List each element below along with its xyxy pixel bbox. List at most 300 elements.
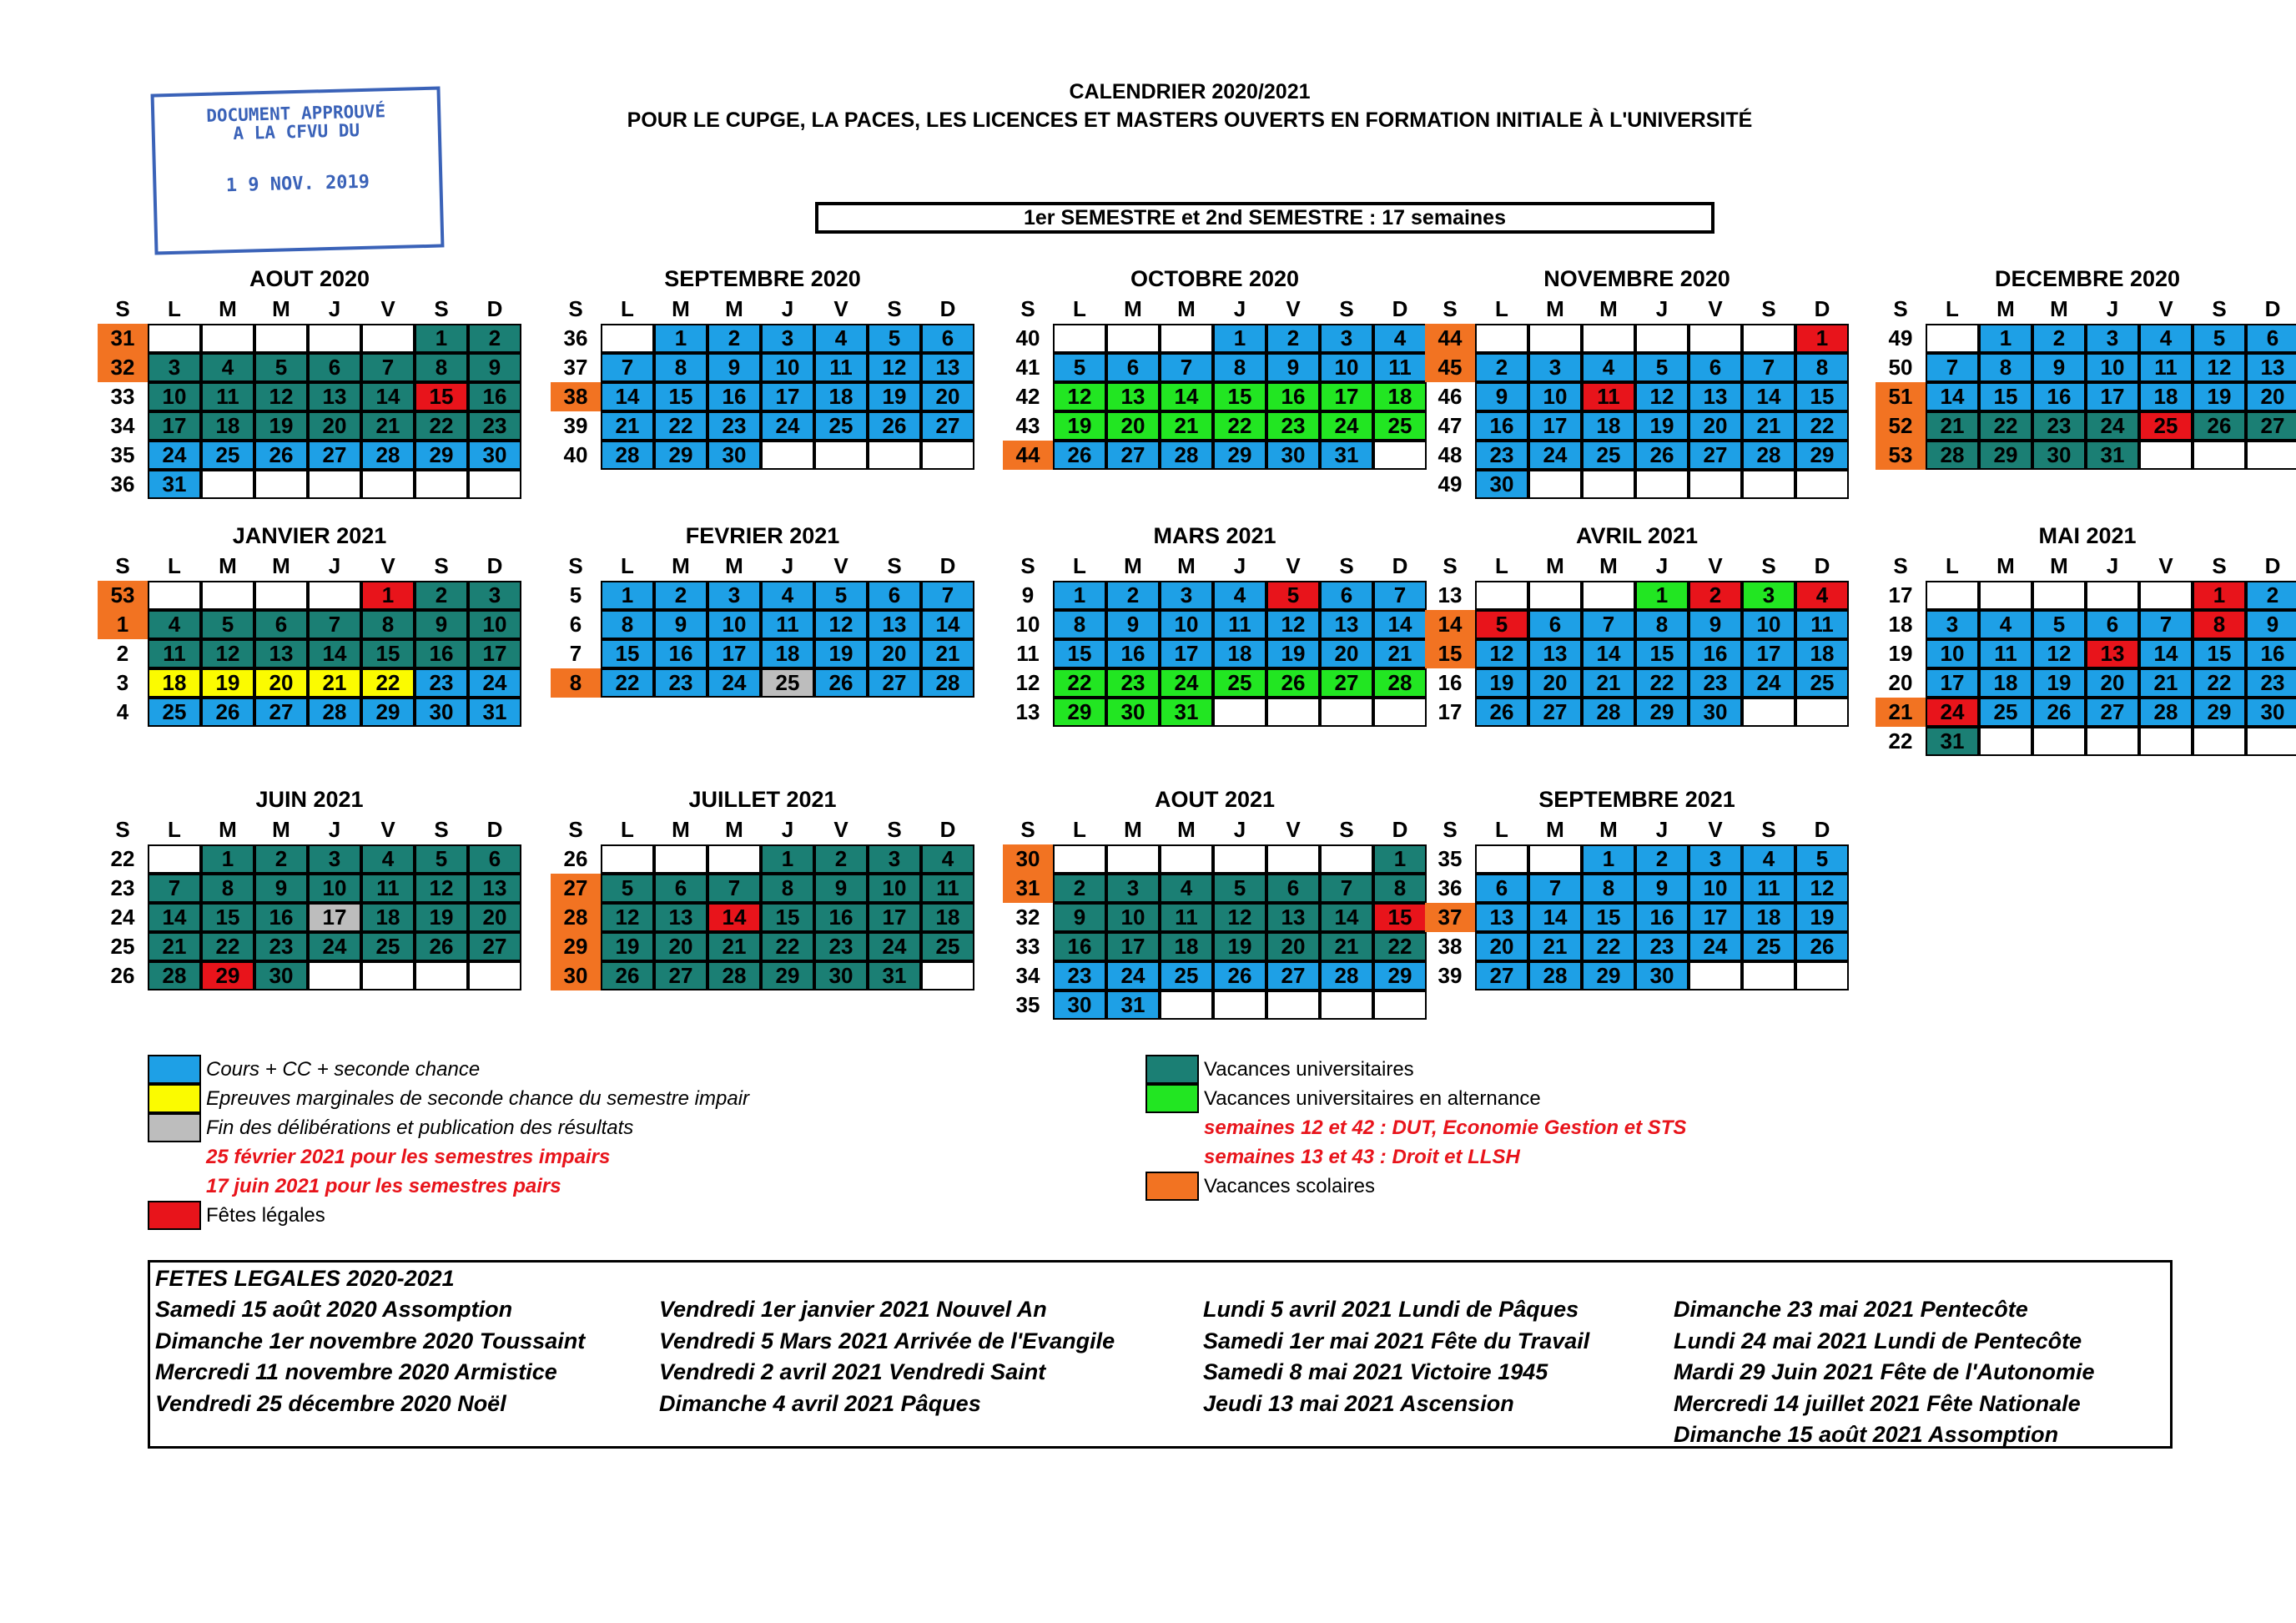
day-cell: [468, 470, 521, 499]
day-cell: 22: [761, 932, 814, 961]
day-cell: [814, 441, 868, 470]
day-cell: 29: [415, 441, 468, 470]
week-number: 38: [551, 382, 601, 411]
day-cell: 19: [1266, 639, 1320, 668]
day-cell: 10: [1106, 903, 1160, 932]
weekday-header: J: [781, 817, 794, 842]
day-cell: 10: [148, 382, 201, 411]
day-cell: 9: [1266, 353, 1320, 382]
week-header: S: [1020, 296, 1035, 321]
weekday-header: S: [1339, 817, 1354, 842]
day-cell: [361, 961, 415, 990]
day-cell: 6: [654, 874, 707, 903]
day-cell: 24: [308, 932, 361, 961]
weekday-header: L: [1073, 553, 1086, 578]
day-cell: 21: [1528, 932, 1582, 961]
day-cell: 6: [1266, 874, 1320, 903]
day-cell: 26: [254, 441, 308, 470]
day-cell: [1106, 324, 1160, 353]
day-cell: 13: [1106, 382, 1160, 411]
week-number: 18: [1888, 612, 1913, 637]
day-cell: [1742, 470, 1795, 499]
day-cell: 14: [1528, 903, 1582, 932]
day-cell: 16: [1266, 382, 1320, 411]
day-cell: 5: [601, 874, 654, 903]
legend-swatch-vacances-univ: [1145, 1055, 1199, 1084]
day-cell: 22: [1373, 932, 1427, 961]
weekday-header: M: [272, 296, 290, 321]
day-cell: 19: [415, 903, 468, 932]
day-cell: [1528, 581, 1582, 610]
day-cell: [2086, 581, 2139, 610]
day-cell: 31: [1160, 698, 1213, 727]
week-number: 23: [110, 875, 135, 900]
weekday-header: M: [2050, 553, 2068, 578]
day-cell: [1053, 324, 1106, 353]
day-cell: 2: [814, 844, 868, 874]
day-cell: 23: [707, 411, 761, 441]
day-cell: 18: [921, 903, 974, 932]
weekday-header: M: [672, 553, 690, 578]
weekday-header: L: [1073, 296, 1086, 321]
day-cell: 14: [707, 903, 761, 932]
day-cell: 13: [1475, 903, 1528, 932]
day-cell: 6: [308, 353, 361, 382]
week-number: 20: [1888, 670, 1913, 695]
day-cell: 8: [1213, 353, 1266, 382]
day-cell: [1582, 324, 1635, 353]
fetes-legales-title: FETES LEGALES 2020-2021: [155, 1266, 455, 1291]
weekday-header: L: [621, 296, 634, 321]
day-cell: 17: [468, 639, 521, 668]
weekday-header: J: [781, 296, 794, 321]
day-cell: 1: [1979, 324, 2032, 353]
week-number: 37: [1425, 903, 1475, 932]
week-header: S: [115, 553, 130, 578]
weekday-header: D: [1392, 296, 1408, 321]
day-cell: 17: [707, 639, 761, 668]
day-cell: 16: [254, 903, 308, 932]
day-cell: 26: [1635, 441, 1689, 470]
day-cell: [1213, 844, 1266, 874]
fete-item: Samedi 15 août 2020 Assomption: [155, 1297, 513, 1322]
week-number: 16: [1438, 670, 1463, 695]
day-cell: 1: [1213, 324, 1266, 353]
fetes-column-2: [659, 1294, 1115, 1419]
weekday-header: L: [1495, 553, 1508, 578]
day-cell: 12: [1635, 382, 1689, 411]
day-cell: 23: [2246, 668, 2296, 698]
day-cell: 18: [201, 411, 254, 441]
weekday-header: J: [1233, 817, 1246, 842]
day-cell: 19: [868, 382, 921, 411]
day-cell: 7: [1926, 353, 1979, 382]
week-number: 22: [1888, 728, 1913, 754]
week-number: 46: [1438, 384, 1463, 409]
day-cell: 3: [868, 844, 921, 874]
day-cell: [1373, 990, 1427, 1020]
day-cell: 21: [2139, 668, 2193, 698]
week-number: 19: [1888, 641, 1913, 666]
day-cell: 27: [308, 441, 361, 470]
day-cell: [1689, 470, 1742, 499]
weekday-header: L: [168, 817, 181, 842]
day-cell: 4: [148, 610, 201, 639]
week-number: 36: [110, 471, 135, 496]
day-cell: [2246, 441, 2296, 470]
day-cell: 9: [814, 874, 868, 903]
day-cell: 21: [1582, 668, 1635, 698]
day-cell: 2: [2032, 324, 2086, 353]
day-cell: [2193, 441, 2246, 470]
week-number: 31: [1003, 874, 1053, 903]
day-cell: 12: [1475, 639, 1528, 668]
day-cell: 23: [254, 932, 308, 961]
day-cell: 14: [1742, 382, 1795, 411]
day-cell: 28: [1742, 441, 1795, 470]
day-cell: 27: [921, 411, 974, 441]
day-cell: 25: [761, 668, 814, 698]
day-cell: [1106, 844, 1160, 874]
day-cell: 29: [2193, 698, 2246, 727]
day-cell: 22: [2193, 668, 2246, 698]
week-number: 24: [110, 905, 135, 930]
day-cell: 14: [1160, 382, 1213, 411]
day-cell: 23: [1053, 961, 1106, 990]
weekday-header: S: [1761, 553, 1776, 578]
legend-swatch-epreuves: [148, 1084, 201, 1113]
day-cell: 5: [1475, 610, 1528, 639]
day-cell: 7: [707, 874, 761, 903]
day-cell: 1: [415, 324, 468, 353]
day-cell: 20: [468, 903, 521, 932]
day-cell: 4: [361, 844, 415, 874]
day-cell: 3: [1106, 874, 1160, 903]
week-number: 36: [563, 325, 588, 350]
weekday-header: M: [725, 296, 743, 321]
day-cell: 30: [468, 441, 521, 470]
day-cell: 8: [1635, 610, 1689, 639]
day-cell: 30: [254, 961, 308, 990]
day-cell: 24: [868, 932, 921, 961]
weekday-header: D: [1814, 817, 1830, 842]
day-cell: 10: [2086, 353, 2139, 382]
day-cell: [1979, 581, 2032, 610]
day-cell: 19: [201, 668, 254, 698]
week-number: 50: [1888, 355, 1913, 380]
day-cell: 24: [148, 441, 201, 470]
day-cell: [1266, 698, 1320, 727]
day-cell: 13: [1689, 382, 1742, 411]
day-cell: 1: [2193, 581, 2246, 610]
day-cell: 5: [2032, 610, 2086, 639]
day-cell: 13: [308, 382, 361, 411]
day-cell: [707, 844, 761, 874]
day-cell: 20: [1528, 668, 1582, 698]
day-cell: 12: [1213, 903, 1266, 932]
day-cell: 25: [201, 441, 254, 470]
weekday-header: M: [1124, 553, 1142, 578]
week-number: 48: [1438, 442, 1463, 467]
day-cell: 7: [1320, 874, 1373, 903]
day-cell: 11: [1795, 610, 1849, 639]
day-cell: 14: [1926, 382, 1979, 411]
day-cell: [1582, 470, 1635, 499]
weekday-header: M: [2050, 296, 2068, 321]
day-cell: [308, 324, 361, 353]
day-cell: 5: [1635, 353, 1689, 382]
day-cell: 16: [654, 639, 707, 668]
fete-item: Vendredi 1er janvier 2021 Nouvel An: [659, 1297, 1047, 1322]
weekday-header: D: [1814, 296, 1830, 321]
week-header: S: [568, 296, 583, 321]
day-cell: [761, 441, 814, 470]
day-cell: 14: [601, 382, 654, 411]
day-cell: 17: [761, 382, 814, 411]
day-cell: 12: [1053, 382, 1106, 411]
week-number: 34: [110, 413, 135, 438]
weekday-header: M: [672, 296, 690, 321]
fete-item: Mercredi 14 juillet 2021 Fête Nationale: [1674, 1390, 2081, 1416]
day-cell: 26: [1053, 441, 1106, 470]
day-cell: 17: [148, 411, 201, 441]
day-cell: 20: [1320, 639, 1373, 668]
day-cell: 2: [415, 581, 468, 610]
week-number: 3: [116, 670, 129, 695]
day-cell: 9: [654, 610, 707, 639]
day-cell: 11: [921, 874, 974, 903]
day-cell: 6: [2086, 610, 2139, 639]
week-number: 32: [1015, 905, 1040, 930]
week-number: 44: [1425, 324, 1475, 353]
day-cell: 16: [415, 639, 468, 668]
day-cell: 21: [921, 639, 974, 668]
day-cell: 5: [254, 353, 308, 382]
day-cell: 19: [2193, 382, 2246, 411]
day-cell: 7: [1160, 353, 1213, 382]
fetes-column-4: [1674, 1294, 2095, 1451]
day-cell: [1213, 698, 1266, 727]
day-cell: 1: [654, 324, 707, 353]
day-cell: [361, 324, 415, 353]
week-number: 51: [1876, 382, 1926, 411]
day-cell: 7: [361, 353, 415, 382]
legend-label-deliberations: Fin des délibérations et publication des résultats: [206, 1116, 634, 1139]
weekday-header: M: [272, 817, 290, 842]
day-cell: 24: [1742, 668, 1795, 698]
weekday-header: V: [1286, 553, 1301, 578]
day-cell: [1635, 324, 1689, 353]
weekday-header: J: [1655, 817, 1669, 842]
day-cell: 18: [1213, 639, 1266, 668]
weekday-header: V: [1286, 296, 1301, 321]
day-cell: 1: [201, 844, 254, 874]
weekday-header: L: [168, 553, 181, 578]
day-cell: 26: [201, 698, 254, 727]
day-cell: 27: [468, 932, 521, 961]
fetes-legales-box: [148, 1260, 2173, 1449]
week-number: 33: [110, 384, 135, 409]
day-cell: 11: [1582, 382, 1635, 411]
day-cell: 10: [1689, 874, 1742, 903]
week-header: S: [115, 817, 130, 842]
day-cell: [1160, 324, 1213, 353]
weekday-header: M: [1124, 296, 1142, 321]
day-cell: 7: [2139, 610, 2193, 639]
day-cell: 6: [868, 581, 921, 610]
week-number: 15: [1425, 639, 1475, 668]
week-number: 31: [98, 324, 148, 353]
day-cell: 7: [1528, 874, 1582, 903]
day-cell: 24: [468, 668, 521, 698]
day-cell: 13: [2246, 353, 2296, 382]
day-cell: 12: [415, 874, 468, 903]
day-cell: 15: [2193, 639, 2246, 668]
day-cell: 4: [921, 844, 974, 874]
day-cell: 13: [654, 903, 707, 932]
day-cell: [1926, 581, 1979, 610]
day-cell: 27: [1106, 441, 1160, 470]
weekday-header: V: [1286, 817, 1301, 842]
weekday-header: M: [1177, 817, 1196, 842]
day-cell: 29: [761, 961, 814, 990]
week-number: 30: [551, 961, 601, 990]
day-cell: 2: [1635, 844, 1689, 874]
day-cell: [201, 581, 254, 610]
day-cell: 21: [1373, 639, 1427, 668]
day-cell: [308, 961, 361, 990]
day-cell: 21: [1160, 411, 1213, 441]
weekday-header: J: [328, 553, 341, 578]
page-subtitle: POUR LE CUPGE, LA PACES, LES LICENCES ET MASTERS OUVERTS EN FORMATION INITIALE À L'UNIVERSITÉ: [627, 108, 1753, 132]
day-cell: 19: [814, 639, 868, 668]
day-cell: 7: [1373, 581, 1427, 610]
day-cell: 8: [2193, 610, 2246, 639]
week-number: 26: [563, 846, 588, 871]
fete-item: Vendredi 5 Mars 2021 Arrivée de l'Evangile: [659, 1328, 1115, 1353]
day-cell: 9: [1106, 610, 1160, 639]
weekday-header: D: [486, 296, 503, 321]
weekday-header: D: [2264, 296, 2281, 321]
day-cell: 24: [761, 411, 814, 441]
day-cell: 12: [1795, 874, 1849, 903]
day-cell: 26: [2193, 411, 2246, 441]
day-cell: 1: [1795, 324, 1849, 353]
day-cell: 3: [468, 581, 521, 610]
day-cell: 20: [1475, 932, 1528, 961]
day-cell: 7: [601, 353, 654, 382]
week-number: 28: [551, 903, 601, 932]
day-cell: 25: [1979, 698, 2032, 727]
day-cell: 30: [2246, 698, 2296, 727]
day-cell: 13: [2086, 639, 2139, 668]
weekday-header: M: [672, 817, 690, 842]
day-cell: 19: [601, 932, 654, 961]
day-cell: 15: [415, 382, 468, 411]
weekday-header: M: [1124, 817, 1142, 842]
weekday-header: J: [1233, 553, 1246, 578]
week-number: 7: [569, 641, 582, 666]
weekday-header: L: [1946, 296, 1959, 321]
day-cell: 1: [1635, 581, 1689, 610]
day-cell: [201, 324, 254, 353]
day-cell: 26: [1475, 698, 1528, 727]
day-cell: 25: [148, 698, 201, 727]
fete-item: Samedi 8 mai 2021 Victoire 1945: [1203, 1359, 1548, 1384]
day-cell: 8: [201, 874, 254, 903]
legend-note-pairs: 17 juin 2021 pour les semestres pairs: [206, 1175, 561, 1197]
day-cell: [1053, 844, 1106, 874]
day-cell: 4: [1979, 610, 2032, 639]
day-cell: 24: [1528, 441, 1582, 470]
day-cell: 16: [2032, 382, 2086, 411]
weekday-header: D: [486, 553, 503, 578]
day-cell: 29: [1373, 961, 1427, 990]
weekday-header: J: [1655, 553, 1669, 578]
day-cell: [921, 441, 974, 470]
day-cell: 21: [1742, 411, 1795, 441]
day-cell: 16: [707, 382, 761, 411]
day-cell: 31: [1320, 441, 1373, 470]
month-title: OCTOBRE 2020: [1130, 266, 1300, 291]
day-cell: 11: [1979, 639, 2032, 668]
day-cell: 18: [1742, 903, 1795, 932]
day-cell: [1160, 990, 1213, 1020]
day-cell: 6: [1475, 874, 1528, 903]
day-cell: 29: [201, 961, 254, 990]
week-number: 22: [110, 846, 135, 871]
day-cell: 11: [1160, 903, 1213, 932]
day-cell: [1266, 844, 1320, 874]
day-cell: 13: [921, 353, 974, 382]
week-number: 29: [551, 932, 601, 961]
day-cell: 30: [1475, 470, 1528, 499]
day-cell: 22: [1635, 668, 1689, 698]
day-cell: 2: [1053, 874, 1106, 903]
day-cell: 14: [1582, 639, 1635, 668]
day-cell: 21: [1320, 932, 1373, 961]
day-cell: [468, 961, 521, 990]
day-cell: 10: [707, 610, 761, 639]
week-number: 39: [563, 413, 588, 438]
week-number: 45: [1425, 353, 1475, 382]
day-cell: 9: [1689, 610, 1742, 639]
day-cell: 30: [1689, 698, 1742, 727]
week-number: 49: [1438, 471, 1463, 496]
day-cell: [2139, 581, 2193, 610]
day-cell: [2032, 581, 2086, 610]
month-title: NOVEMBRE 2020: [1543, 266, 1730, 291]
day-cell: 1: [1373, 844, 1427, 874]
day-cell: 28: [1926, 441, 1979, 470]
day-cell: 16: [2246, 639, 2296, 668]
day-cell: 5: [868, 324, 921, 353]
day-cell: 21: [1926, 411, 1979, 441]
day-cell: 28: [1320, 961, 1373, 990]
day-cell: 17: [868, 903, 921, 932]
day-cell: 10: [1528, 382, 1582, 411]
legend-label-epreuves: Epreuves marginales de seconde chance du semestre impair: [206, 1087, 750, 1110]
weekday-header: S: [2212, 296, 2227, 321]
weekday-header: D: [939, 296, 956, 321]
weekday-header: M: [1177, 296, 1196, 321]
day-cell: 2: [2246, 581, 2296, 610]
day-cell: 12: [2193, 353, 2246, 382]
week-number: 11: [1016, 641, 1040, 666]
day-cell: 26: [1266, 668, 1320, 698]
day-cell: 6: [1106, 353, 1160, 382]
day-cell: 14: [921, 610, 974, 639]
